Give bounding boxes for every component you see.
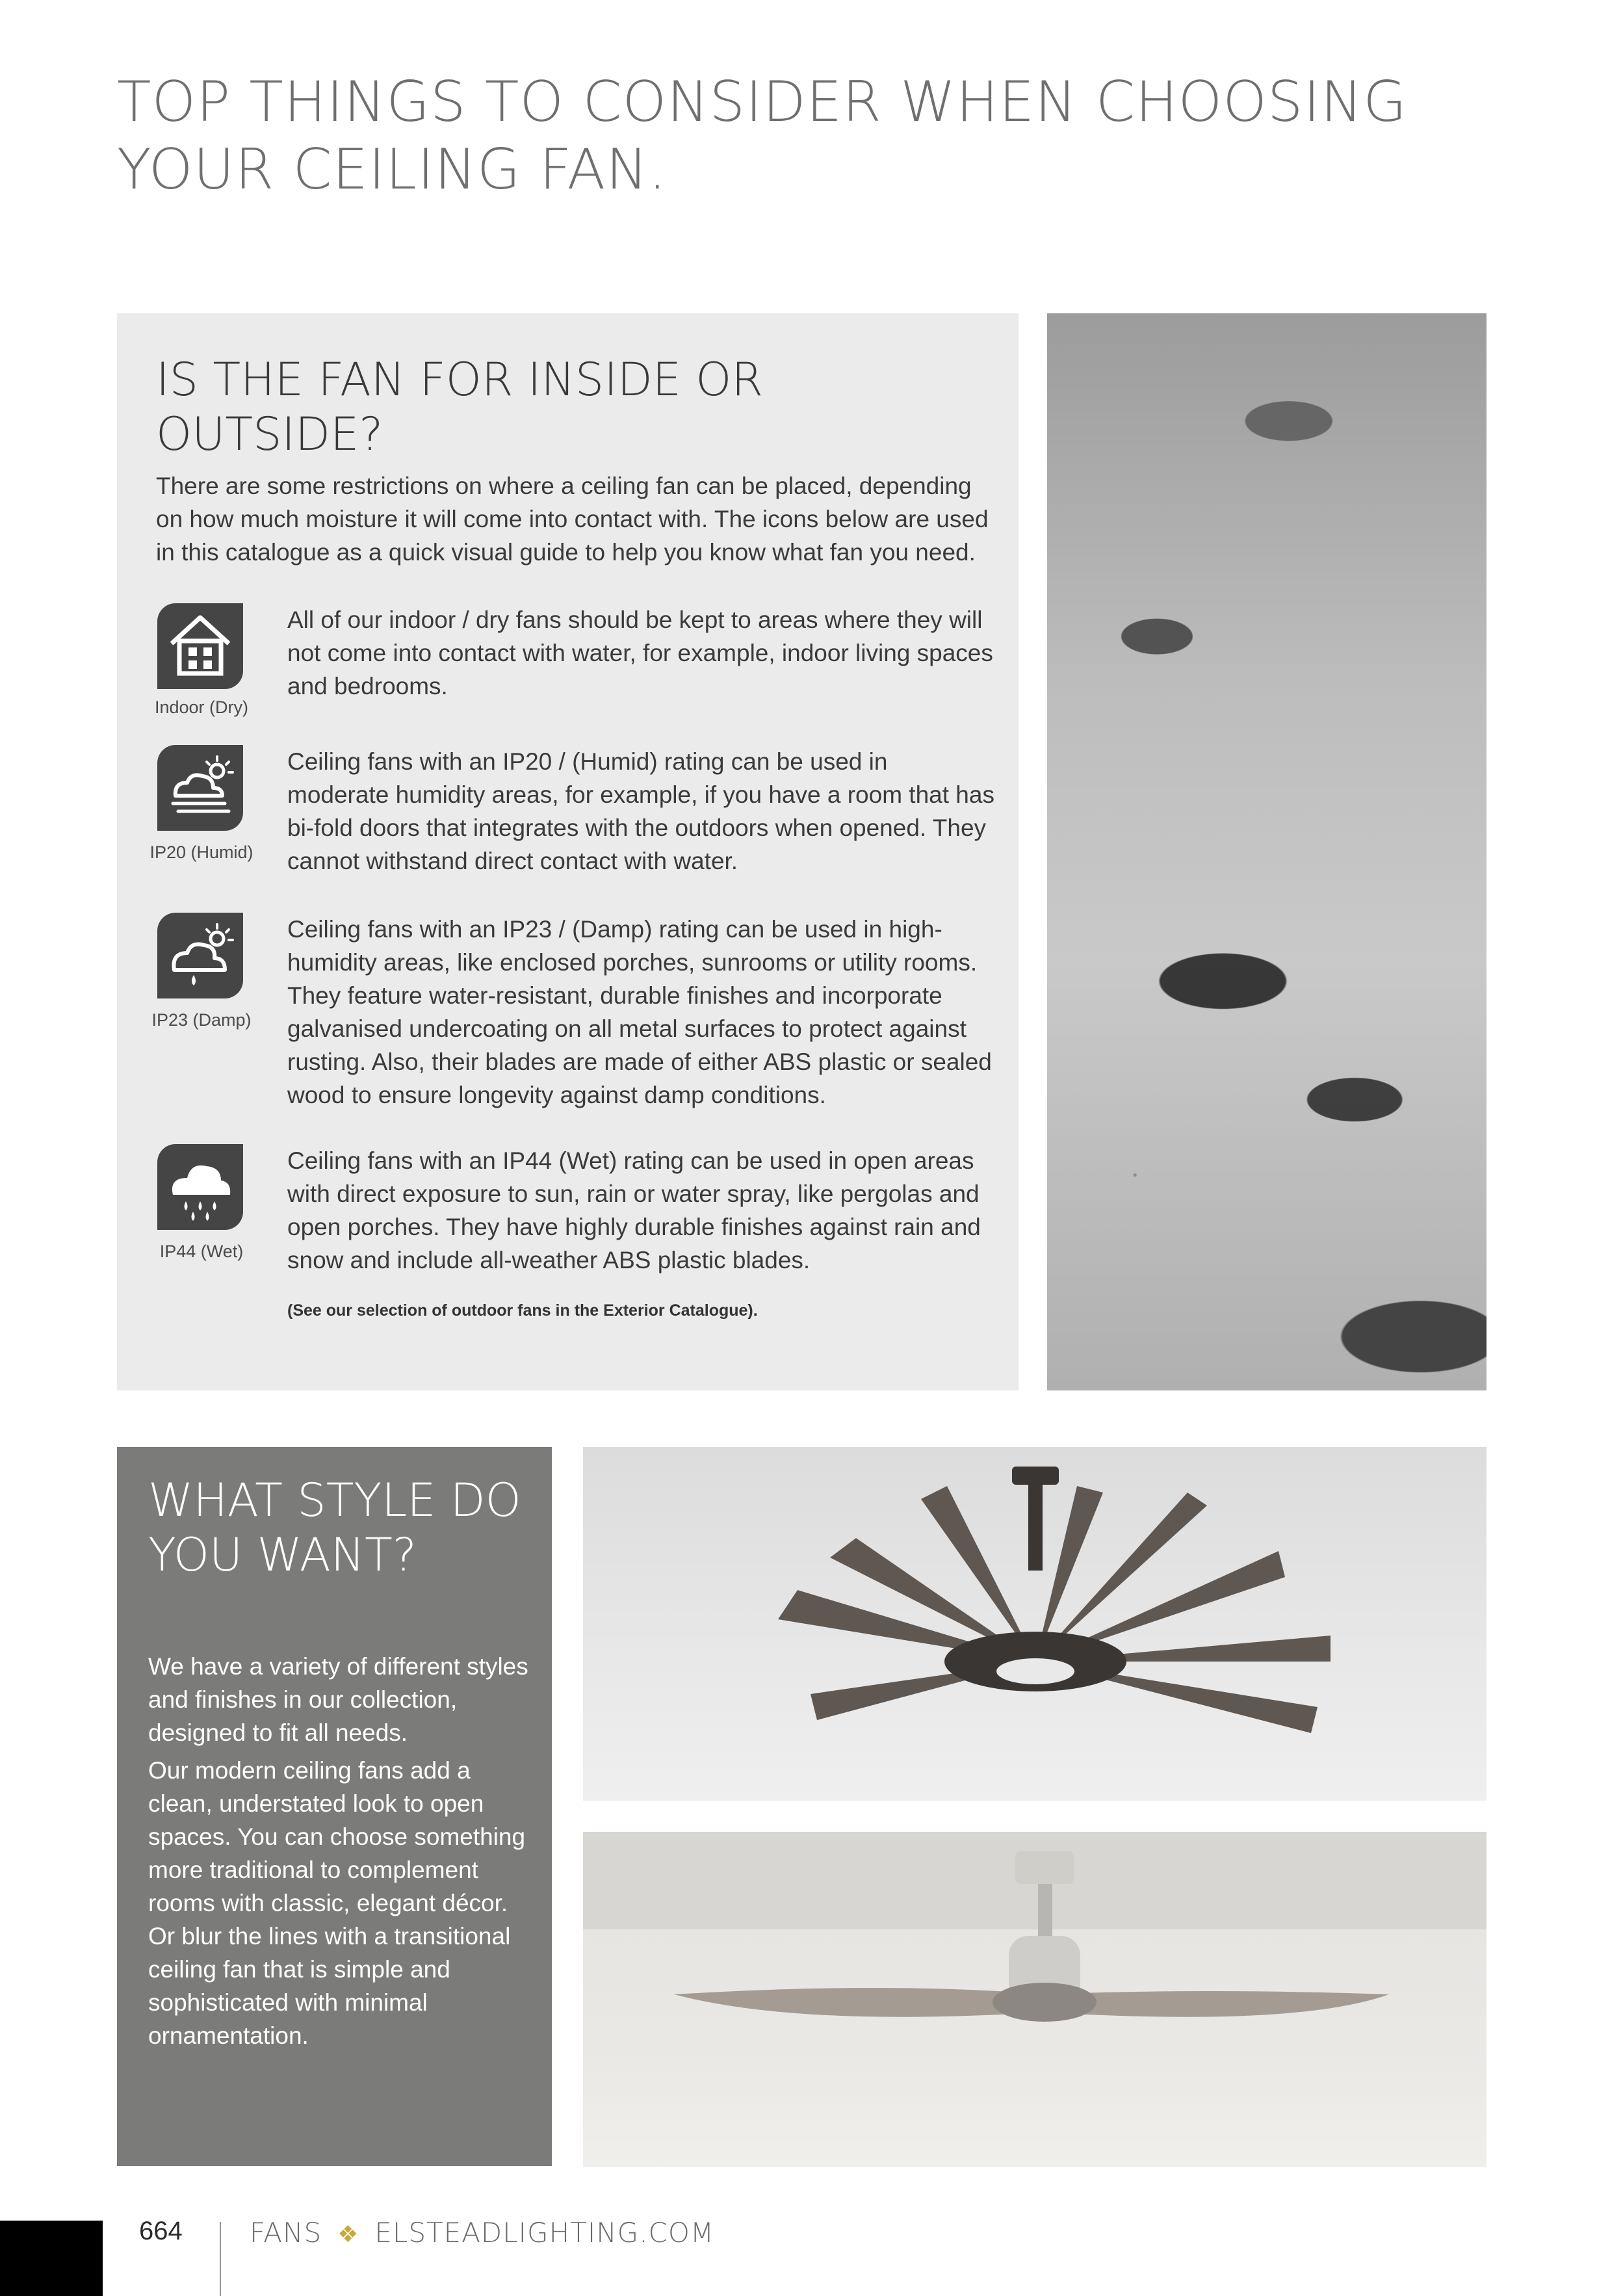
sun-cloud-drop-icon [157, 913, 243, 998]
rating-text: Ceiling fans with an IP23 / (Damp) rating can be used in high-humidity areas, like enclosed porches, sunrooms or utility rooms. They feature water-resistant, durable finishes and incorporate galvanised undercoating on all metal surfaces to protect against rusting. Also, their blades are made of either ABS plastic or sealed wood to ensure longevity against damp conditions. [287, 916, 992, 1108]
rain-cloud-icon [157, 1144, 243, 1230]
rating-label: Indoor (Dry) [154, 698, 249, 717]
rating-text: Ceiling fans with an IP44 (Wet) rating can be used in open areas with direct exposure to sun, rain or water spray, like pergolas and open porches. They have highly durable finishes against rain and snow and include all-weather ABS plastic blades. [287, 1147, 981, 1273]
page-title: TOP THINGS TO CONSIDER WHEN CHOOSING YOUR CEILING FAN. [117, 70, 1407, 202]
rating-text: All of our indoor / dry fans should be kept to areas where they will not come into contact with water, for example, indoor living spaces and bedrooms. [287, 607, 993, 699]
rating-label: IP23 (Damp) [151, 1010, 252, 1030]
water-droplets-photo [1047, 313, 1487, 1390]
windmill-ceiling-fan-photo [583, 1447, 1487, 1801]
house-icon [157, 603, 243, 689]
style-paragraph-1: We have a variety of different styles and finishes in our collection, designed to fit all needs. [148, 1653, 528, 1746]
footer-black-block [0, 2221, 103, 2296]
footer-divider [220, 2222, 221, 2296]
footer-website: ELSTEADLIGHTING.COM [374, 2217, 715, 2249]
inside-outside-intro: There are some restrictions on where a ceiling fan can be placed, depending on how much moisture it will come into contact with. The icons below are used in this catalogue as a quick visual guide to help you know what fan you need. [156, 473, 989, 566]
rating-label: IP20 (Humid) [149, 842, 253, 862]
rating-text: Ceiling fans with an IP20 / (Humid) rating can be used in moderate humidity areas, for example, if you have a room that has bi-fold doors that integrates with the outdoors when opened. They cannot withstand direct contact with water. [287, 748, 994, 874]
style-panel [117, 1447, 552, 2166]
footer-running-head [250, 2217, 714, 2249]
propeller-ceiling-fan-photo [583, 1832, 1487, 2167]
inside-outside-panel [117, 313, 1019, 1390]
rating-label: IP44 (Wet) [159, 1242, 244, 1261]
inside-outside-heading: IS THE FAN FOR INSIDE OR OUTSIDE? [156, 353, 763, 461]
style-heading: WHAT STYLE DO YOU WANT? [148, 1474, 521, 1582]
footer-section: FANS [250, 2217, 322, 2249]
outdoor-catalogue-note: (See our selection of outdoor fans in the Exterior Catalogue). [287, 1301, 758, 1320]
diamond-separator-icon: ❖ [337, 2221, 359, 2248]
style-paragraph-2: Our modern ceiling fans add a clean, understated look to open spaces. You can choose something more traditional to complement rooms with classic, elegant décor. Or blur the lines with a transitional ceiling fan that is simple and sophisticated with minimal ornamentation. [148, 1757, 526, 2049]
sun-cloud-fog-icon [157, 745, 243, 831]
page-number: 664 [139, 2217, 183, 2245]
